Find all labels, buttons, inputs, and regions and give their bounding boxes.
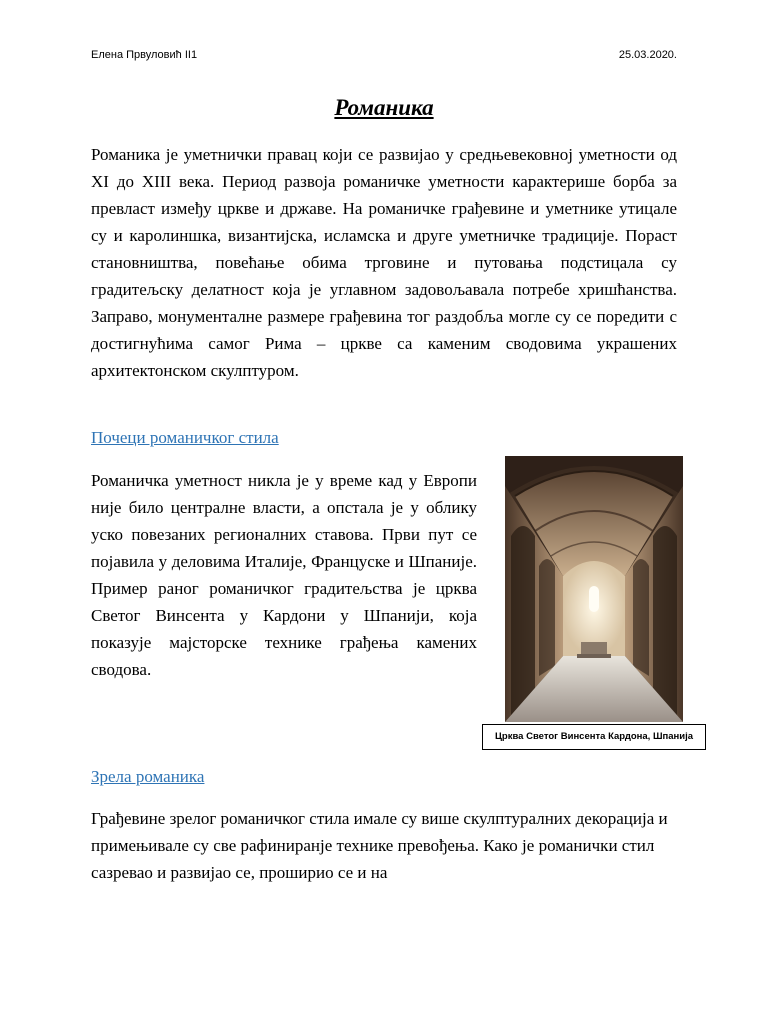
section-heading-mature[interactable]: Зрела романика: [91, 767, 205, 786]
intro-paragraph: Романика је уметнички правац који се развијао у средњевековној уметности од XI до XIII века. Период развоја романичке уметности карактерише борба за превласт између цркве и државе. На романичке грађевине и уметнике утицале су и каролиншка, византијска, исламска и друге уметничке традиције. Пораст становништва, повећање обима трговине и путовања подстицала су градитељску делатност која је углавном задовољавала потребе хришћанства. Заправо, монументалне размере грађевина тог раздобља могле су се поредити с достигнућима самог Рима – цркве са каменим сводовима украшених архитектонском скулптуром.: [91, 145, 677, 380]
mature-paragraph: Грађевине зрелог романичког стила имале су више скулптуралних декорација и примењивале су све рафиниранје технике превођења. Како је романички стил сазревао и развијао се, проширио се и на: [91, 809, 668, 882]
church-interior-photo: [505, 456, 683, 722]
author-name: Елена Првуловић II1: [91, 49, 198, 61]
section-heading-beginnings[interactable]: Почеци романичког стила: [91, 428, 279, 447]
beginnings-paragraph: Романичка уметност никла је у време кад у Европи није било централне власти, а опстала је у облику уско повезаних регионалних ставова. Први пут се појавила у деловима Италије, Француске и Шпаније. Пример раног романичког градитељства је црква Светог Винсента у Кардони у Шпанији, која показује мајсторске технике грађења камених сводова.: [91, 471, 477, 679]
document-title: Романика: [334, 95, 434, 120]
figure-caption: Црква Светог Винсента Кардона, Шпанија: [482, 724, 706, 750]
document-date: 25.03.2020.: [618, 49, 677, 61]
